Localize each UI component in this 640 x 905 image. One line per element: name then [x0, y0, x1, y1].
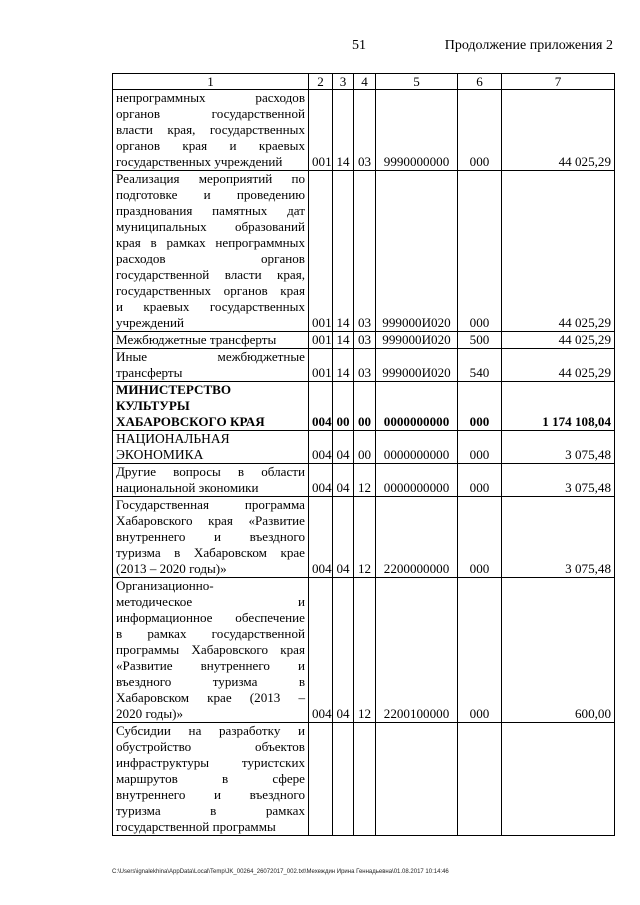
- row-name-line: органов края и краевых: [116, 138, 305, 153]
- target-article-code: 0000000000: [376, 431, 458, 464]
- row-name-line: государственных органов края: [116, 283, 305, 298]
- ministry-code: [309, 723, 333, 836]
- ministry-code: 004: [309, 431, 333, 464]
- row-name-line: органов государственной: [116, 106, 305, 121]
- row-name-cell: [113, 382, 309, 431]
- section-code: 00: [333, 382, 354, 431]
- expense-type-code: 000: [458, 171, 502, 332]
- row-name-line: ХАБАРОВСКОГО КРАЯ: [116, 414, 265, 429]
- subsection-code: 03: [354, 171, 376, 332]
- row-name-line: методическое и: [116, 594, 305, 609]
- column-header: 7: [502, 74, 615, 90]
- expense-type-code: 500: [458, 332, 502, 349]
- amount-cell: 3 075,48: [502, 497, 615, 578]
- expense-type-code: 000: [458, 497, 502, 578]
- subsection-code: 12: [354, 578, 376, 723]
- column-header: 5: [376, 74, 458, 90]
- expense-type-code: 000: [458, 382, 502, 431]
- row-name-line: Иные межбюджетные: [116, 349, 305, 364]
- target-article-code: 9990000000: [376, 90, 458, 171]
- row-name-line: (2013 – 2020 годы)»: [116, 561, 227, 576]
- target-article-code: 999000И020: [376, 332, 458, 349]
- row-name-line: Межбюджетные трансферты: [116, 332, 277, 347]
- row-name-line: программы Хабаровского края: [116, 642, 305, 657]
- ministry-code: 001: [309, 349, 333, 382]
- expense-type-code: [458, 723, 502, 836]
- subsection-code: [354, 723, 376, 836]
- section-code: 14: [333, 90, 354, 171]
- row-name-cell: [113, 464, 309, 497]
- row-name-cell: [113, 723, 309, 836]
- row-name-line: НАЦИОНАЛЬНАЯ: [116, 431, 230, 446]
- column-header: 2: [309, 74, 333, 90]
- row-name-line: празднования памятных дат: [116, 203, 305, 218]
- amount-cell: 600,00: [502, 578, 615, 723]
- row-name-line: государственных учреждений: [116, 154, 283, 169]
- subsection-code: 00: [354, 382, 376, 431]
- row-name-line: Реализация мероприятий по: [116, 171, 305, 186]
- row-name-line: подготовке и проведению: [116, 187, 305, 202]
- row-name-line: национальной экономики: [116, 480, 259, 495]
- subsection-code: 00: [354, 431, 376, 464]
- amount-cell: 3 075,48: [502, 464, 615, 497]
- subsection-code: 03: [354, 349, 376, 382]
- row-name-line: въездного туризма в: [116, 674, 305, 689]
- file-path-footer: C:\Users\ignalekhina\AppData\Local\Temp\JK_00264_26072017_002.txt\Мехеждин Ирина Геннадьевна\01.08.2017 10:14:46: [112, 869, 449, 875]
- target-article-code: 2200100000: [376, 578, 458, 723]
- row-name-line: в рамках государственной: [116, 626, 305, 641]
- row-name-line: трансферты: [116, 365, 183, 380]
- subsection-code: 12: [354, 497, 376, 578]
- ministry-code: 004: [309, 497, 333, 578]
- row-name-cell: [113, 90, 309, 171]
- page-number: 51: [352, 38, 366, 53]
- row-name-line: и краевых государственных: [116, 299, 305, 314]
- row-name-line: внутреннего и въездного: [116, 787, 305, 802]
- section-code: 04: [333, 431, 354, 464]
- amount-cell: 44 025,29: [502, 90, 615, 171]
- table-row: [113, 723, 615, 836]
- target-article-code: 0000000000: [376, 464, 458, 497]
- table-row: [113, 382, 615, 431]
- row-name-cell: [113, 349, 309, 382]
- expense-type-code: 000: [458, 431, 502, 464]
- row-name-line: Хабаровского края «Развитие: [116, 513, 305, 528]
- table-row: [113, 497, 615, 578]
- expense-type-code: 540: [458, 349, 502, 382]
- target-article-code: [376, 723, 458, 836]
- table-row: [113, 578, 615, 723]
- row-name-line: Другие вопросы в области: [116, 464, 305, 479]
- continuation-note: Продолжение приложения 2: [444, 38, 613, 53]
- row-name-line: внутреннего и въездного: [116, 529, 305, 544]
- ministry-code: 004: [309, 578, 333, 723]
- row-name-line: инфраструктуры туристских: [116, 755, 305, 770]
- row-name-line: туризма в Хабаровском крае: [116, 545, 305, 560]
- row-name-line: информационное обеспечение: [116, 610, 305, 625]
- table-row: [113, 464, 615, 497]
- ministry-code: 001: [309, 332, 333, 349]
- row-name-line: учреждений: [116, 315, 185, 330]
- ministry-code: 004: [309, 464, 333, 497]
- row-name-line: Хабаровском крае (2013 –: [116, 690, 305, 705]
- expense-type-code: 000: [458, 90, 502, 171]
- row-name-cell: [113, 171, 309, 332]
- row-name-line: «Развитие внутреннего и: [116, 658, 305, 673]
- row-name-cell: [113, 578, 309, 723]
- amount-cell: 1 174 108,04: [502, 382, 615, 431]
- row-name-line: ЭКОНОМИКА: [116, 447, 204, 462]
- section-code: 04: [333, 578, 354, 723]
- row-name-line: КУЛЬТУРЫ: [116, 398, 190, 413]
- table-header-row: [113, 74, 615, 90]
- column-header: 3: [333, 74, 354, 90]
- target-article-code: 999000И020: [376, 349, 458, 382]
- ministry-code: 001: [309, 171, 333, 332]
- row-name-line: туризма в рамках: [116, 803, 305, 818]
- subsection-code: 03: [354, 90, 376, 171]
- table-row: [113, 431, 615, 464]
- row-name-line: Организационно-: [116, 578, 214, 593]
- row-name-line: Государственная программа: [116, 497, 305, 512]
- table-row: [113, 90, 615, 171]
- column-header: 1: [113, 74, 309, 90]
- row-name-line: государственной программы: [116, 819, 276, 834]
- row-name-line: маршрутов в сфере: [116, 771, 305, 786]
- budget-table: [112, 73, 615, 836]
- row-name-line: государственной власти края,: [116, 267, 305, 282]
- amount-cell: 44 025,29: [502, 332, 615, 349]
- row-name-line: Субсидии на разработку и: [116, 723, 305, 738]
- amount-cell: 3 075,48: [502, 431, 615, 464]
- table-row: [113, 349, 615, 382]
- target-article-code: 0000000000: [376, 382, 458, 431]
- row-name-cell: [113, 431, 309, 464]
- row-name-line: власти края, государственных: [116, 122, 305, 137]
- section-code: 14: [333, 171, 354, 332]
- subsection-code: 12: [354, 464, 376, 497]
- row-name-line: края в рамках непрограммных: [116, 235, 305, 250]
- row-name-cell: [113, 332, 309, 349]
- amount-cell: 44 025,29: [502, 171, 615, 332]
- section-code: 14: [333, 332, 354, 349]
- row-name-line: непрограммных расходов: [116, 90, 305, 105]
- row-name-line: расходов органов: [116, 251, 305, 266]
- subsection-code: 03: [354, 332, 376, 349]
- section-code: 04: [333, 464, 354, 497]
- row-name-line: МИНИСТЕРСТВО: [116, 382, 232, 397]
- section-code: 04: [333, 497, 354, 578]
- expense-type-code: 000: [458, 578, 502, 723]
- ministry-code: 004: [309, 382, 333, 431]
- column-header: 4: [354, 74, 376, 90]
- target-article-code: 2200000000: [376, 497, 458, 578]
- amount-cell: 44 025,29: [502, 349, 615, 382]
- ministry-code: 001: [309, 90, 333, 171]
- target-article-code: 999000И020: [376, 171, 458, 332]
- section-code: [333, 723, 354, 836]
- expense-type-code: 000: [458, 464, 502, 497]
- column-header: 6: [458, 74, 502, 90]
- row-name-line: 2020 годы)»: [116, 706, 184, 721]
- section-code: 14: [333, 349, 354, 382]
- table-row: [113, 332, 615, 349]
- amount-cell: [502, 723, 615, 836]
- table-row: [113, 171, 615, 332]
- row-name-line: обустройство объектов: [116, 739, 305, 754]
- row-name-cell: [113, 497, 309, 578]
- row-name-line: муниципальных образований: [116, 219, 305, 234]
